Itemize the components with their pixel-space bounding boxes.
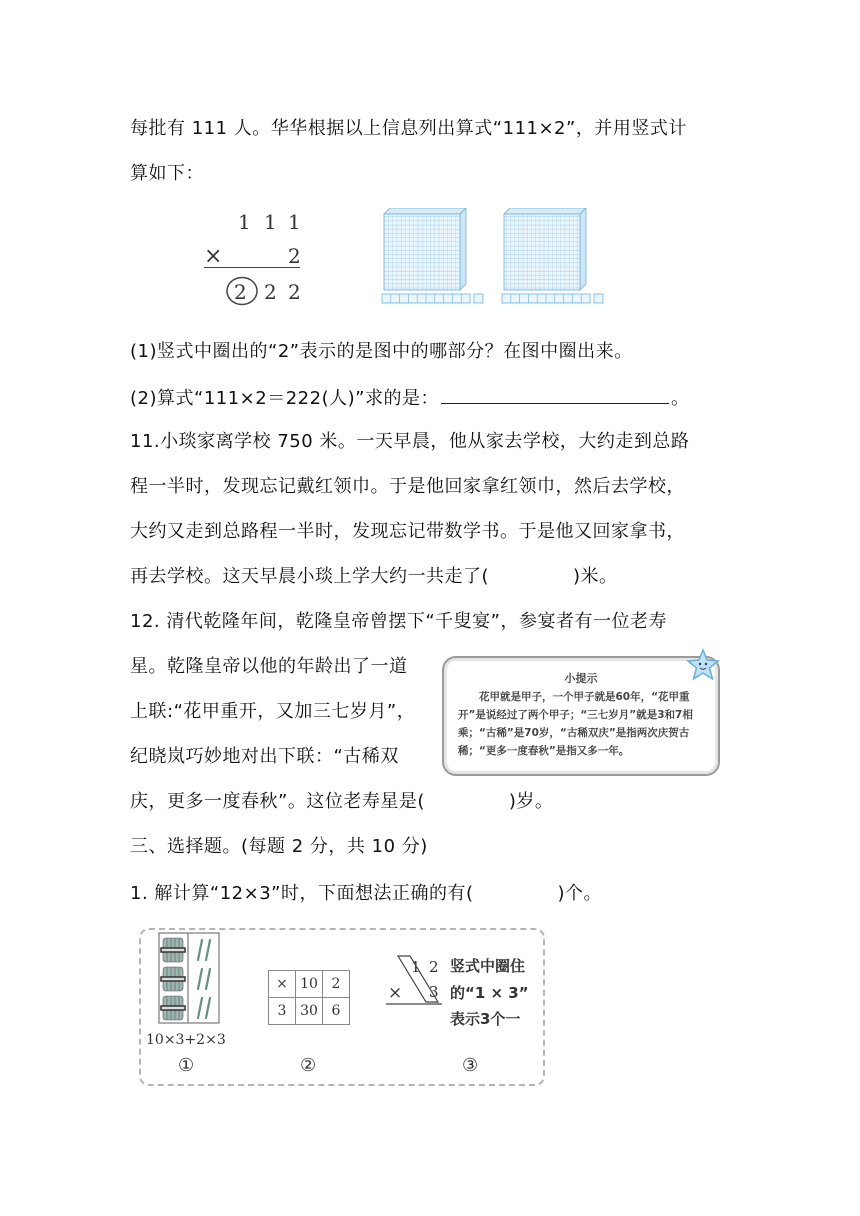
hundred-block-1 [384, 208, 466, 290]
tip-text: 花甲就是甲子，一个甲子就是60年，“花甲重开”是说经过了两个甲子；“三七岁月”就是3和7相乘；“古稀”是70岁，“古稀双庆”是指两次庆贺古稀；“更多一度春秋”是指又多一年。 [458, 691, 693, 757]
q11-line-1: 11.小琰家离学校 750 米。一天早晨，他从家去学校，大约走到总路 [130, 431, 690, 452]
method-3-label: ③ [462, 1055, 479, 1076]
q12-line-1: 12. 清代乾隆年间，乾隆皇帝曾摆下“千叟宴”，参宴者有一位老寿 [130, 611, 667, 632]
method-2-label: ② [300, 1055, 317, 1076]
method-1-formula: 10×3+2×3 [146, 1032, 226, 1048]
grid-cell: 2 [323, 971, 350, 998]
unit-cube-2 [594, 294, 603, 303]
q12-line-5-end: )岁。 [508, 791, 554, 812]
intro-line-2: 算如下： [130, 163, 204, 184]
unit-cube-1 [474, 294, 483, 303]
sticks-bundles-illustration [158, 932, 222, 1026]
q12-line-3: 上联:“花甲重开，又加三七岁月”， [130, 701, 416, 722]
q11-line-4-text: 再去学校。这天早晨小琰上学大约一共走了( [130, 566, 490, 587]
top-digit-ones: 1 [288, 210, 301, 234]
method-3-tens-digit: 1 [411, 958, 421, 976]
ten-rod-1 [382, 294, 470, 303]
hundred-block-2 [504, 208, 586, 290]
q11-line-3: 大约又走到总路程一半时，发现忘记带数学书。于是他又回家拿书， [130, 521, 685, 542]
question-2 [130, 385, 689, 411]
result-digit-hundreds: 2 [234, 280, 247, 304]
q12-line-4: 纪晓岚巧妙地对出下联：“古稀双 [130, 746, 399, 767]
grid-cell: 10 [296, 971, 323, 998]
q11-line-4-end: )米。 [573, 566, 618, 587]
tip-title: 小提示 [564, 672, 598, 685]
intro-line-1: 每批有 111 人。华华根据以上信息列出算式“111×2”，并用竖式计 [130, 118, 687, 139]
multiplier-digit: 2 [288, 244, 301, 268]
top-digit-hundreds: 1 [238, 210, 251, 234]
tip-box [442, 656, 720, 776]
times-sign: × [204, 244, 223, 269]
star-icon [686, 648, 720, 682]
method-3-text-line-1: 竖式中圈住 [450, 957, 526, 975]
q11-line-2: 程一半时，发现忘记戴红领巾。于是他回家拿红领巾，然后去学校， [130, 476, 685, 497]
method-3-text-line-2: 的“1 × 3” [450, 984, 529, 1002]
q12-line-5-text: 庆，更多一度春秋”。这位老寿星是( [130, 791, 425, 812]
multiplication-grid [268, 970, 350, 1025]
section-3-question-1 [130, 882, 602, 906]
method-3-text-line-3: 表示3个一 [450, 1010, 521, 1028]
q12-line-5 [130, 790, 553, 814]
grid-cell: 6 [323, 998, 350, 1025]
grid-cell: 30 [296, 998, 323, 1025]
method-3-ones-digit: 2 [429, 958, 439, 976]
base-ten-blocks-illustration [380, 208, 620, 308]
s3-q1-end: )个。 [557, 883, 603, 904]
question-1: (1)竖式中圈出的“2”表示的是图中的哪部分？在图中圈出来。 [130, 341, 633, 362]
section-3-heading: 三、选择题。(每题 2 分，共 10 分) [130, 836, 428, 857]
top-digit-tens: 1 [264, 210, 277, 234]
method-3-times-sign: × [388, 983, 403, 1003]
vertical-multiplication [200, 208, 310, 308]
method-3-multiplier: 3 [429, 983, 439, 1001]
question-2-text: (2)算式“111×2＝222(人)”求的是： [130, 388, 439, 409]
question-2-end: 。 [670, 388, 690, 409]
q12-line-2: 星。乾隆皇帝以他的年龄出了一道 [130, 656, 408, 677]
result-digit-ones: 2 [288, 280, 301, 304]
grid-cell: 3 [269, 998, 296, 1025]
answer-blank[interactable] [441, 385, 669, 404]
s3-q1-text: 1. 解计算“12×3”时，下面想法正确的有( [130, 883, 474, 904]
grid-cell: × [269, 971, 296, 998]
method-1-label: ① [178, 1055, 195, 1076]
ten-rod-2 [502, 294, 590, 303]
method-3-circle-mark [384, 954, 448, 1010]
q11-line-4 [130, 565, 618, 589]
product-line [204, 267, 300, 268]
result-digit-tens: 2 [264, 280, 277, 304]
